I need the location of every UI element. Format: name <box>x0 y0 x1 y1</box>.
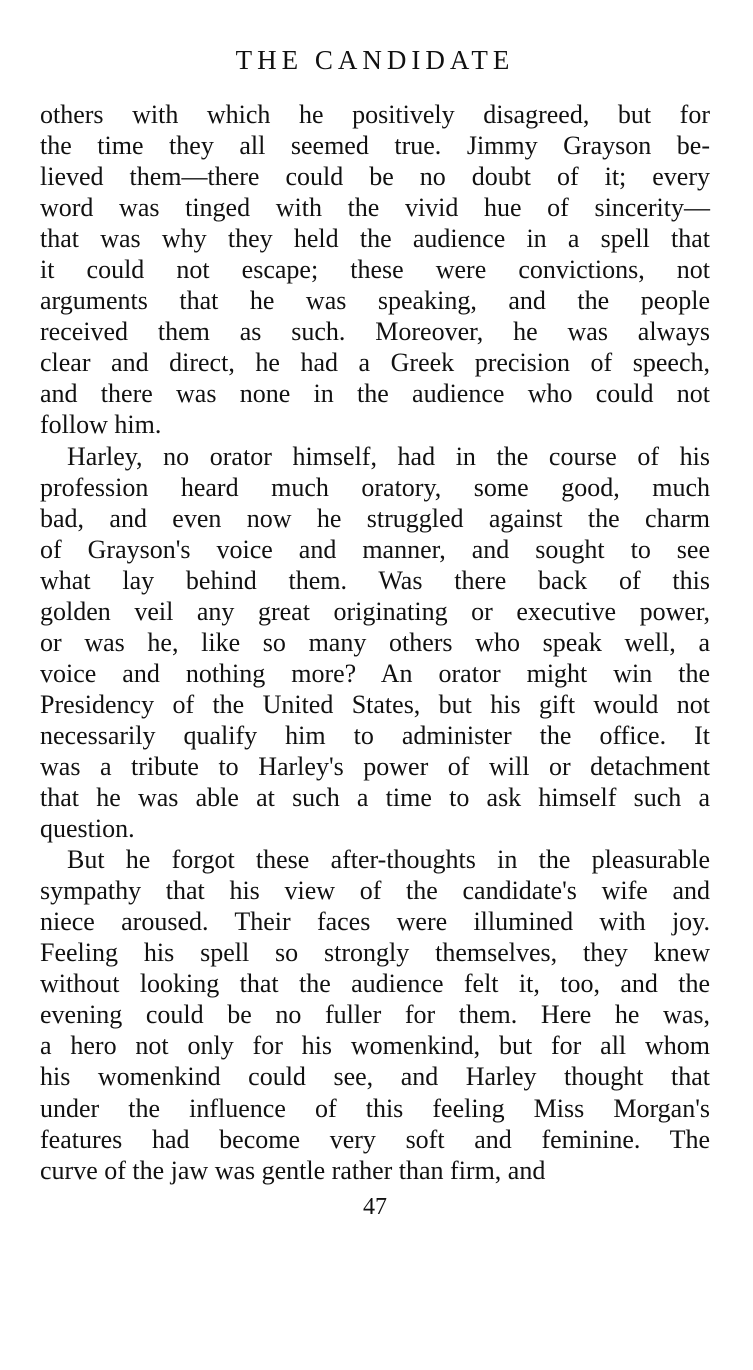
paragraph <box>40 844 710 1186</box>
text-line: received them as such. Moreover, he was always <box>40 317 710 347</box>
running-head: THE CANDIDATE <box>235 45 515 75</box>
text-line: his womenkind could see, and Harley thought that <box>40 1062 710 1092</box>
text-line: lieved them—there could be no doubt of it; every <box>40 162 710 192</box>
text-line: curve of the jaw was gentle rather than firm, and <box>40 1155 546 1185</box>
text-line: others with which he positively disagreed, but for <box>40 100 710 129</box>
text-line: But he forgot these after-thoughts in the pleasurable <box>67 845 710 875</box>
text-line: sympathy that his view of the candidate's wife and <box>40 876 710 906</box>
text-line: necessarily qualify him to administer the office. It <box>40 720 710 750</box>
text-line: features had become very soft and feminine. The <box>40 1124 710 1154</box>
body-text <box>40 99 710 1186</box>
text-line: arguments that he was speaking, and the people <box>40 286 710 316</box>
text-line: profession heard much oratory, some good, much <box>40 472 710 502</box>
text-line: and there was none in the audience who could not <box>40 379 710 409</box>
text-line: what lay behind them. Was there back of this <box>40 565 710 595</box>
text-line: evening could be no fuller for them. Here he was, <box>40 1000 710 1030</box>
text-line: follow him. <box>40 410 162 440</box>
text-line: bad, and even now he struggled against the charm <box>40 503 710 533</box>
text-line: of Grayson's voice and manner, and sought to see <box>40 534 710 564</box>
text-line: that was why they held the audience in a spell that <box>40 224 710 254</box>
text-line: the time they all seemed true. Jimmy Grayson be- <box>40 131 710 161</box>
paragraph <box>40 99 710 441</box>
text-line: without looking that the audience felt it, too, and the <box>40 969 710 999</box>
text-line: word was tinged with the vivid hue of sincerity— <box>40 193 710 223</box>
text-line: under the influence of this feeling Miss Morgan's <box>40 1093 710 1123</box>
text-line: was a tribute to Harley's power of will or detachment <box>40 751 710 781</box>
text-line: it could not escape; these were convictions, not <box>40 255 710 285</box>
text-line: question. <box>40 814 135 844</box>
text-line: golden veil any great originating or executive power, <box>40 596 710 626</box>
text-line: Feeling his spell so strongly themselves, they knew <box>40 938 710 968</box>
book-page <box>40 0 710 1370</box>
text-line: Harley, no orator himself, had in the course of his <box>67 441 710 471</box>
text-line: or was he, like so many others who speak well, a <box>40 627 710 657</box>
paragraph <box>40 441 710 845</box>
text-line: voice and nothing more? An orator might win the <box>40 658 710 688</box>
text-line: clear and direct, he had a Greek precision of speech, <box>40 348 710 378</box>
text-line: niece aroused. Their faces were illumined with joy. <box>40 907 710 937</box>
text-line: a hero not only for his womenkind, but for all whom <box>40 1031 710 1061</box>
text-line: Presidency of the United States, but his gift would not <box>40 689 710 719</box>
page-number: 47 <box>363 1194 387 1220</box>
text-line: that he was able at such a time to ask himself such a <box>40 783 710 813</box>
